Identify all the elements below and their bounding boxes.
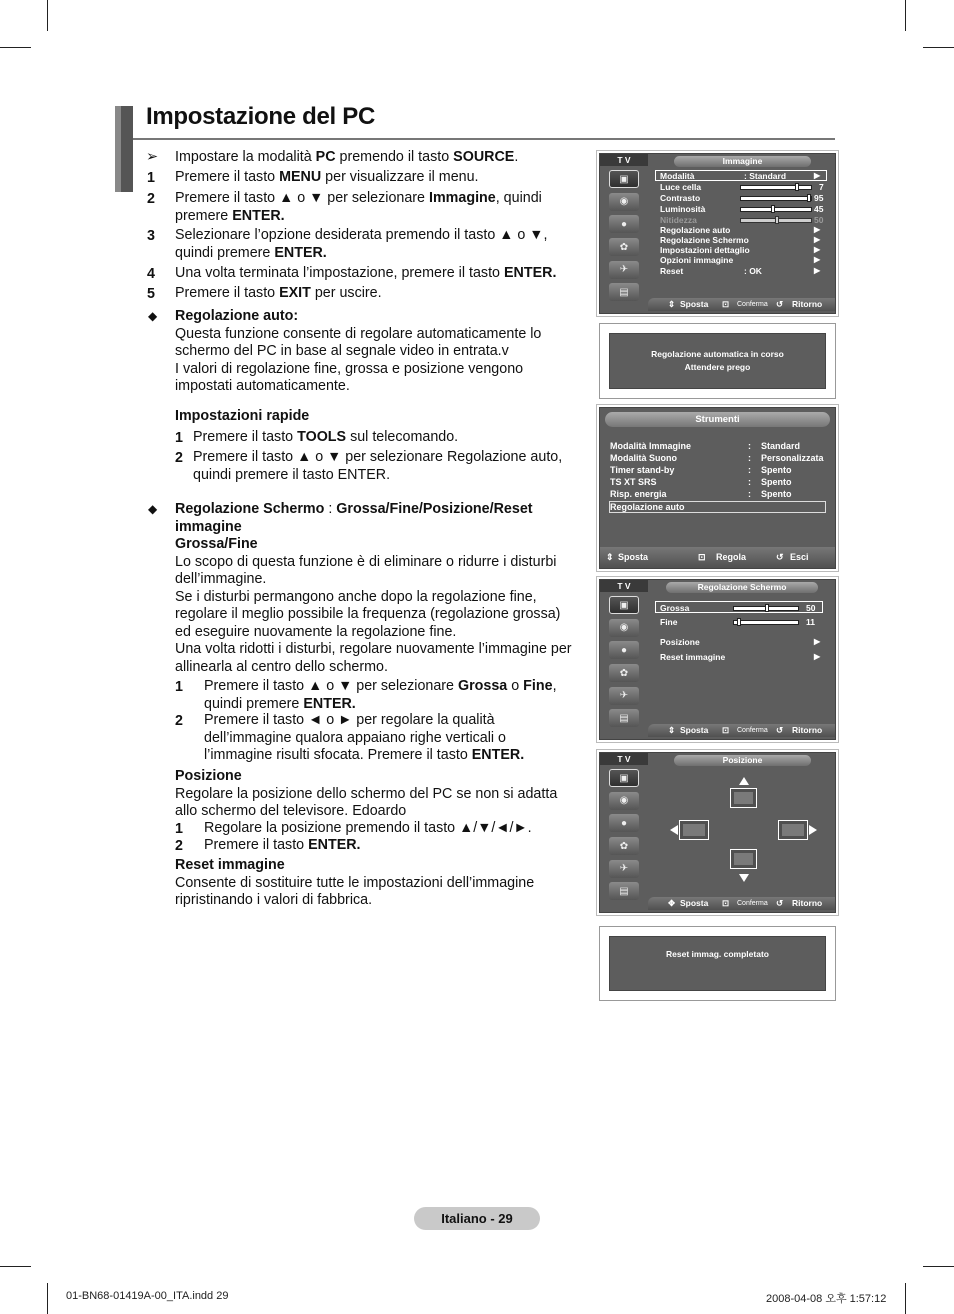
title-accent-bar <box>115 106 133 192</box>
osd-row-auto[interactable]: Regolazione auto ▶ <box>660 225 821 235</box>
step-number: 4 <box>147 266 155 282</box>
application-icon[interactable]: ▤ <box>600 707 648 730</box>
move-icon: ✥ <box>668 898 676 908</box>
brightness-value: 45 <box>814 204 824 214</box>
coarse-value: 50 <box>806 603 816 613</box>
osd-footer: ✥ Sposta ⊡ Conferma ↺ Ritorno <box>648 897 835 910</box>
tools-row[interactable]: Modalità Immagine : Standard <box>610 441 801 451</box>
move-icon: ⇕ <box>668 299 676 309</box>
osd-tv-label: T V <box>600 580 648 592</box>
osd-footer: ⇕ Sposta ⊡ Conferma ↺ Ritorno <box>648 298 835 311</box>
crop-mark <box>0 1266 31 1267</box>
channel-icon[interactable]: ● <box>600 639 648 662</box>
fine-value: 11 <box>806 617 815 627</box>
osd-row-contrast[interactable]: Contrasto <box>660 193 701 203</box>
sound-icon[interactable]: ◉ <box>600 790 648 813</box>
input-icon[interactable]: ✈ <box>600 258 648 281</box>
osd-sidebar <box>600 594 648 730</box>
sound-icon[interactable]: ◉ <box>600 617 648 640</box>
enter-icon: ⊡ <box>722 299 730 309</box>
crop-mark <box>47 0 48 31</box>
up-arrow-icon[interactable] <box>739 777 749 785</box>
position-row[interactable]: Posizione ▶ <box>660 637 821 647</box>
reset-image-row[interactable]: Reset immagine ▶ <box>660 652 821 662</box>
brightness-slider[interactable] <box>740 207 812 212</box>
adjust-icon: ⊡ <box>698 552 706 562</box>
osd-footer: ⇕ Sposta ⊡ Conferma ↺ Ritorno <box>648 724 835 737</box>
tools-row[interactable]: Modalità Suono : Personalizzata <box>610 453 824 463</box>
tools-row[interactable]: Timer stand-by : Spento <box>610 465 792 475</box>
osd-row-detail[interactable]: Impostazioni dettaglio ▶ <box>660 245 821 255</box>
position-section: Posizione Regolare la posizione dello schermo del PC se non si adatta allo schermo del televisore. Edoardo <box>175 768 558 819</box>
tools-row[interactable]: TS XT SRS : Spento <box>610 477 792 487</box>
crop-mark <box>923 47 954 48</box>
sharpness-slider <box>740 218 812 223</box>
step-number: 2 <box>147 191 155 207</box>
setup-icon[interactable]: ✿ <box>600 662 648 685</box>
osd-position-menu <box>599 752 836 913</box>
auto-msg-line2: Attendere prego <box>684 362 751 372</box>
osd-title: Regolazione Schermo <box>666 582 818 593</box>
osd-row-sharpness: Nitidezza <box>660 215 697 225</box>
reset-section: Reset immagine Consente di sostituire tutte le impostazioni dell’immagine ripristinando i valori di fabbrica. <box>175 857 535 908</box>
coarse-row[interactable]: Grossa <box>660 603 690 613</box>
tools-menu <box>599 407 836 569</box>
fine-slider[interactable] <box>733 620 799 625</box>
quick-heading: Impostazioni rapide <box>175 408 310 424</box>
input-icon[interactable]: ✈ <box>600 857 648 880</box>
coarse-step-2: Premere il tasto ◄ o ► per regolare la qualità dell’immagine qualora appaiano righe verticali o l’immagine risulti sfocata. Premere il tasto ENTER. <box>204 712 525 763</box>
reset-msg-text: Reset immag. completato <box>666 949 769 959</box>
osd-tv-label: T V <box>600 753 648 765</box>
application-icon[interactable]: ▤ <box>600 281 648 304</box>
enter-icon: ⊡ <box>722 725 730 735</box>
crop-mark <box>905 0 906 31</box>
move-icon: ⇕ <box>668 725 676 735</box>
step-number: 5 <box>147 286 155 302</box>
left-arrow-icon[interactable] <box>670 825 678 835</box>
setup-icon[interactable]: ✿ <box>600 236 648 259</box>
tools-footer: ⇕ Sposta ⊡ Regola ↺ Esci <box>600 547 835 568</box>
osd-title: Immagine <box>674 156 811 167</box>
crop-mark <box>0 47 31 48</box>
osd-sidebar <box>600 168 648 304</box>
osd-row-reset[interactable]: Reset : OK ▶ <box>660 266 821 276</box>
step-number: 1 <box>175 821 183 837</box>
step-5: Premere il tasto EXIT per uscire. <box>175 285 382 301</box>
step-number: 1 <box>175 679 183 695</box>
coarse-slider[interactable] <box>733 606 799 611</box>
auto-section: Regolazione auto: Questa funzione consente di regolare automaticamente lo schermo del PC in base al segnale video in entrata.v I valori di regolazione fine, grossa e posizione vengono impostati automaticamente. <box>175 308 542 394</box>
quick-step-2: Premere il tasto ▲ o ▼ per selezionare Regolazione auto, quindi premere il tasto ENTER. <box>193 449 563 483</box>
setup-icon[interactable]: ✿ <box>600 835 648 858</box>
sound-icon[interactable]: ◉ <box>600 191 648 214</box>
osd-row-options[interactable]: Opzioni immagine ▶ <box>660 255 821 265</box>
return-icon: ↺ <box>776 725 784 735</box>
page-title: Impostazione del PC <box>146 103 376 130</box>
step-2: Premere il tasto ▲ o ▼ per selezionare Immagine, quindi premere ENTER. <box>175 190 542 224</box>
auto-adjust-message <box>599 323 836 399</box>
picture-icon[interactable]: ▣ <box>600 767 648 790</box>
osd-title: Posizione <box>674 755 811 766</box>
step-number: 2 <box>175 713 183 729</box>
diamond-bullet-icon: ◆ <box>148 502 158 516</box>
exit-icon: ↺ <box>776 552 784 562</box>
title-rule <box>133 138 835 140</box>
position-left-box <box>679 820 709 840</box>
crop-mark <box>923 1266 954 1267</box>
arrow-bullet-icon: ➢ <box>146 149 158 165</box>
move-icon: ⇕ <box>606 552 614 562</box>
cell-light-value: 7 <box>819 182 824 192</box>
position-right-box <box>778 820 808 840</box>
auto-msg-line1: Regolazione automatica in corso <box>651 349 784 359</box>
return-icon: ↺ <box>776 299 784 309</box>
osd-image-menu <box>599 153 836 314</box>
application-icon[interactable]: ▤ <box>600 880 648 903</box>
screen-section: Regolazione Schermo : Grossa/Fine/Posizione/Reset immagine Grossa/Fine Lo scopo di questa funzione è di eliminare o ridurre i disturbi dell’immagine. Se i disturbi permangono anche dopo la regolazione fine, regolare il meglio possibile la frequenza (regolazione grossa) ed eseguire nuovamente la regolazione fine. Una volta ridotti i disturbi, regolare nuovamente l’immagine per allinearla al centro dello schermo. <box>175 501 572 675</box>
osd-sidebar <box>600 767 648 903</box>
channel-icon[interactable]: ● <box>600 812 648 835</box>
osd-row-brightness[interactable]: Luminosità <box>660 204 706 214</box>
tools-row[interactable]: Risp. energia : Spento <box>610 489 792 499</box>
right-arrow-icon[interactable] <box>809 825 817 835</box>
quick-step-1: Premere il tasto TOOLS sul telecomando. <box>193 429 459 445</box>
osd-row-screen[interactable]: Regolazione Schermo ▶ <box>660 235 821 245</box>
contrast-value: 95 <box>814 193 824 203</box>
tools-title: Strumenti <box>605 412 830 427</box>
fine-row[interactable]: Fine <box>660 617 678 627</box>
down-arrow-icon[interactable] <box>739 874 749 882</box>
reset-message <box>599 926 836 1001</box>
input-icon[interactable]: ✈ <box>600 684 648 707</box>
cell-light-slider[interactable] <box>740 185 812 190</box>
step-number: 2 <box>175 838 183 854</box>
step-number: 1 <box>147 170 155 186</box>
position-up-box <box>730 788 757 808</box>
crop-mark <box>905 1283 906 1314</box>
osd-row-mode[interactable]: Modalità : Standard ▶ <box>660 171 821 181</box>
position-step-1: Regolare la posizione premendo il tasto ▲/▼/◄/►. <box>204 820 532 836</box>
osd-screen-menu <box>599 579 836 740</box>
osd-tv-label: T V <box>600 154 648 166</box>
step-intro: Impostare la modalità PC premendo il tasto SOURCE. <box>175 149 519 165</box>
diamond-bullet-icon: ◆ <box>148 309 158 323</box>
sharpness-value: 50 <box>814 215 824 225</box>
contrast-slider[interactable] <box>740 196 812 201</box>
step-number: 1 <box>175 430 183 446</box>
tools-row-auto[interactable]: Regolazione auto <box>610 502 685 512</box>
channel-icon[interactable]: ● <box>600 213 648 236</box>
osd-row-cell-light[interactable]: Luce cella <box>660 182 702 192</box>
footer-file: 01-BN68-01419A-00_ITA.indd 29 <box>66 1290 229 1302</box>
crop-mark <box>47 1283 48 1314</box>
page-number: Italiano - 29 <box>414 1207 540 1230</box>
coarse-step-1: Premere il tasto ▲ o ▼ per selezionare Grossa o Fine, quindi premere ENTER. <box>204 678 557 712</box>
position-down-box <box>730 849 757 869</box>
step-1: Premere il tasto MENU per visualizzare il menu. <box>175 169 479 185</box>
return-icon: ↺ <box>776 898 784 908</box>
picture-icon[interactable]: ▣ <box>600 168 648 191</box>
picture-icon[interactable]: ▣ <box>600 594 648 617</box>
step-3: Selezionare l’opzione desiderata premendo il tasto ▲ o ▼, quindi premere ENTER. <box>175 227 548 261</box>
step-4: Una volta terminata l’impostazione, premere il tasto ENTER. <box>175 265 557 281</box>
enter-icon: ⊡ <box>722 898 730 908</box>
step-number: 2 <box>175 450 183 466</box>
position-step-2: Premere il tasto ENTER. <box>204 837 361 853</box>
footer-date: 2008-04-08 오후 1:57:12 <box>766 1293 887 1305</box>
step-number: 3 <box>147 228 155 244</box>
